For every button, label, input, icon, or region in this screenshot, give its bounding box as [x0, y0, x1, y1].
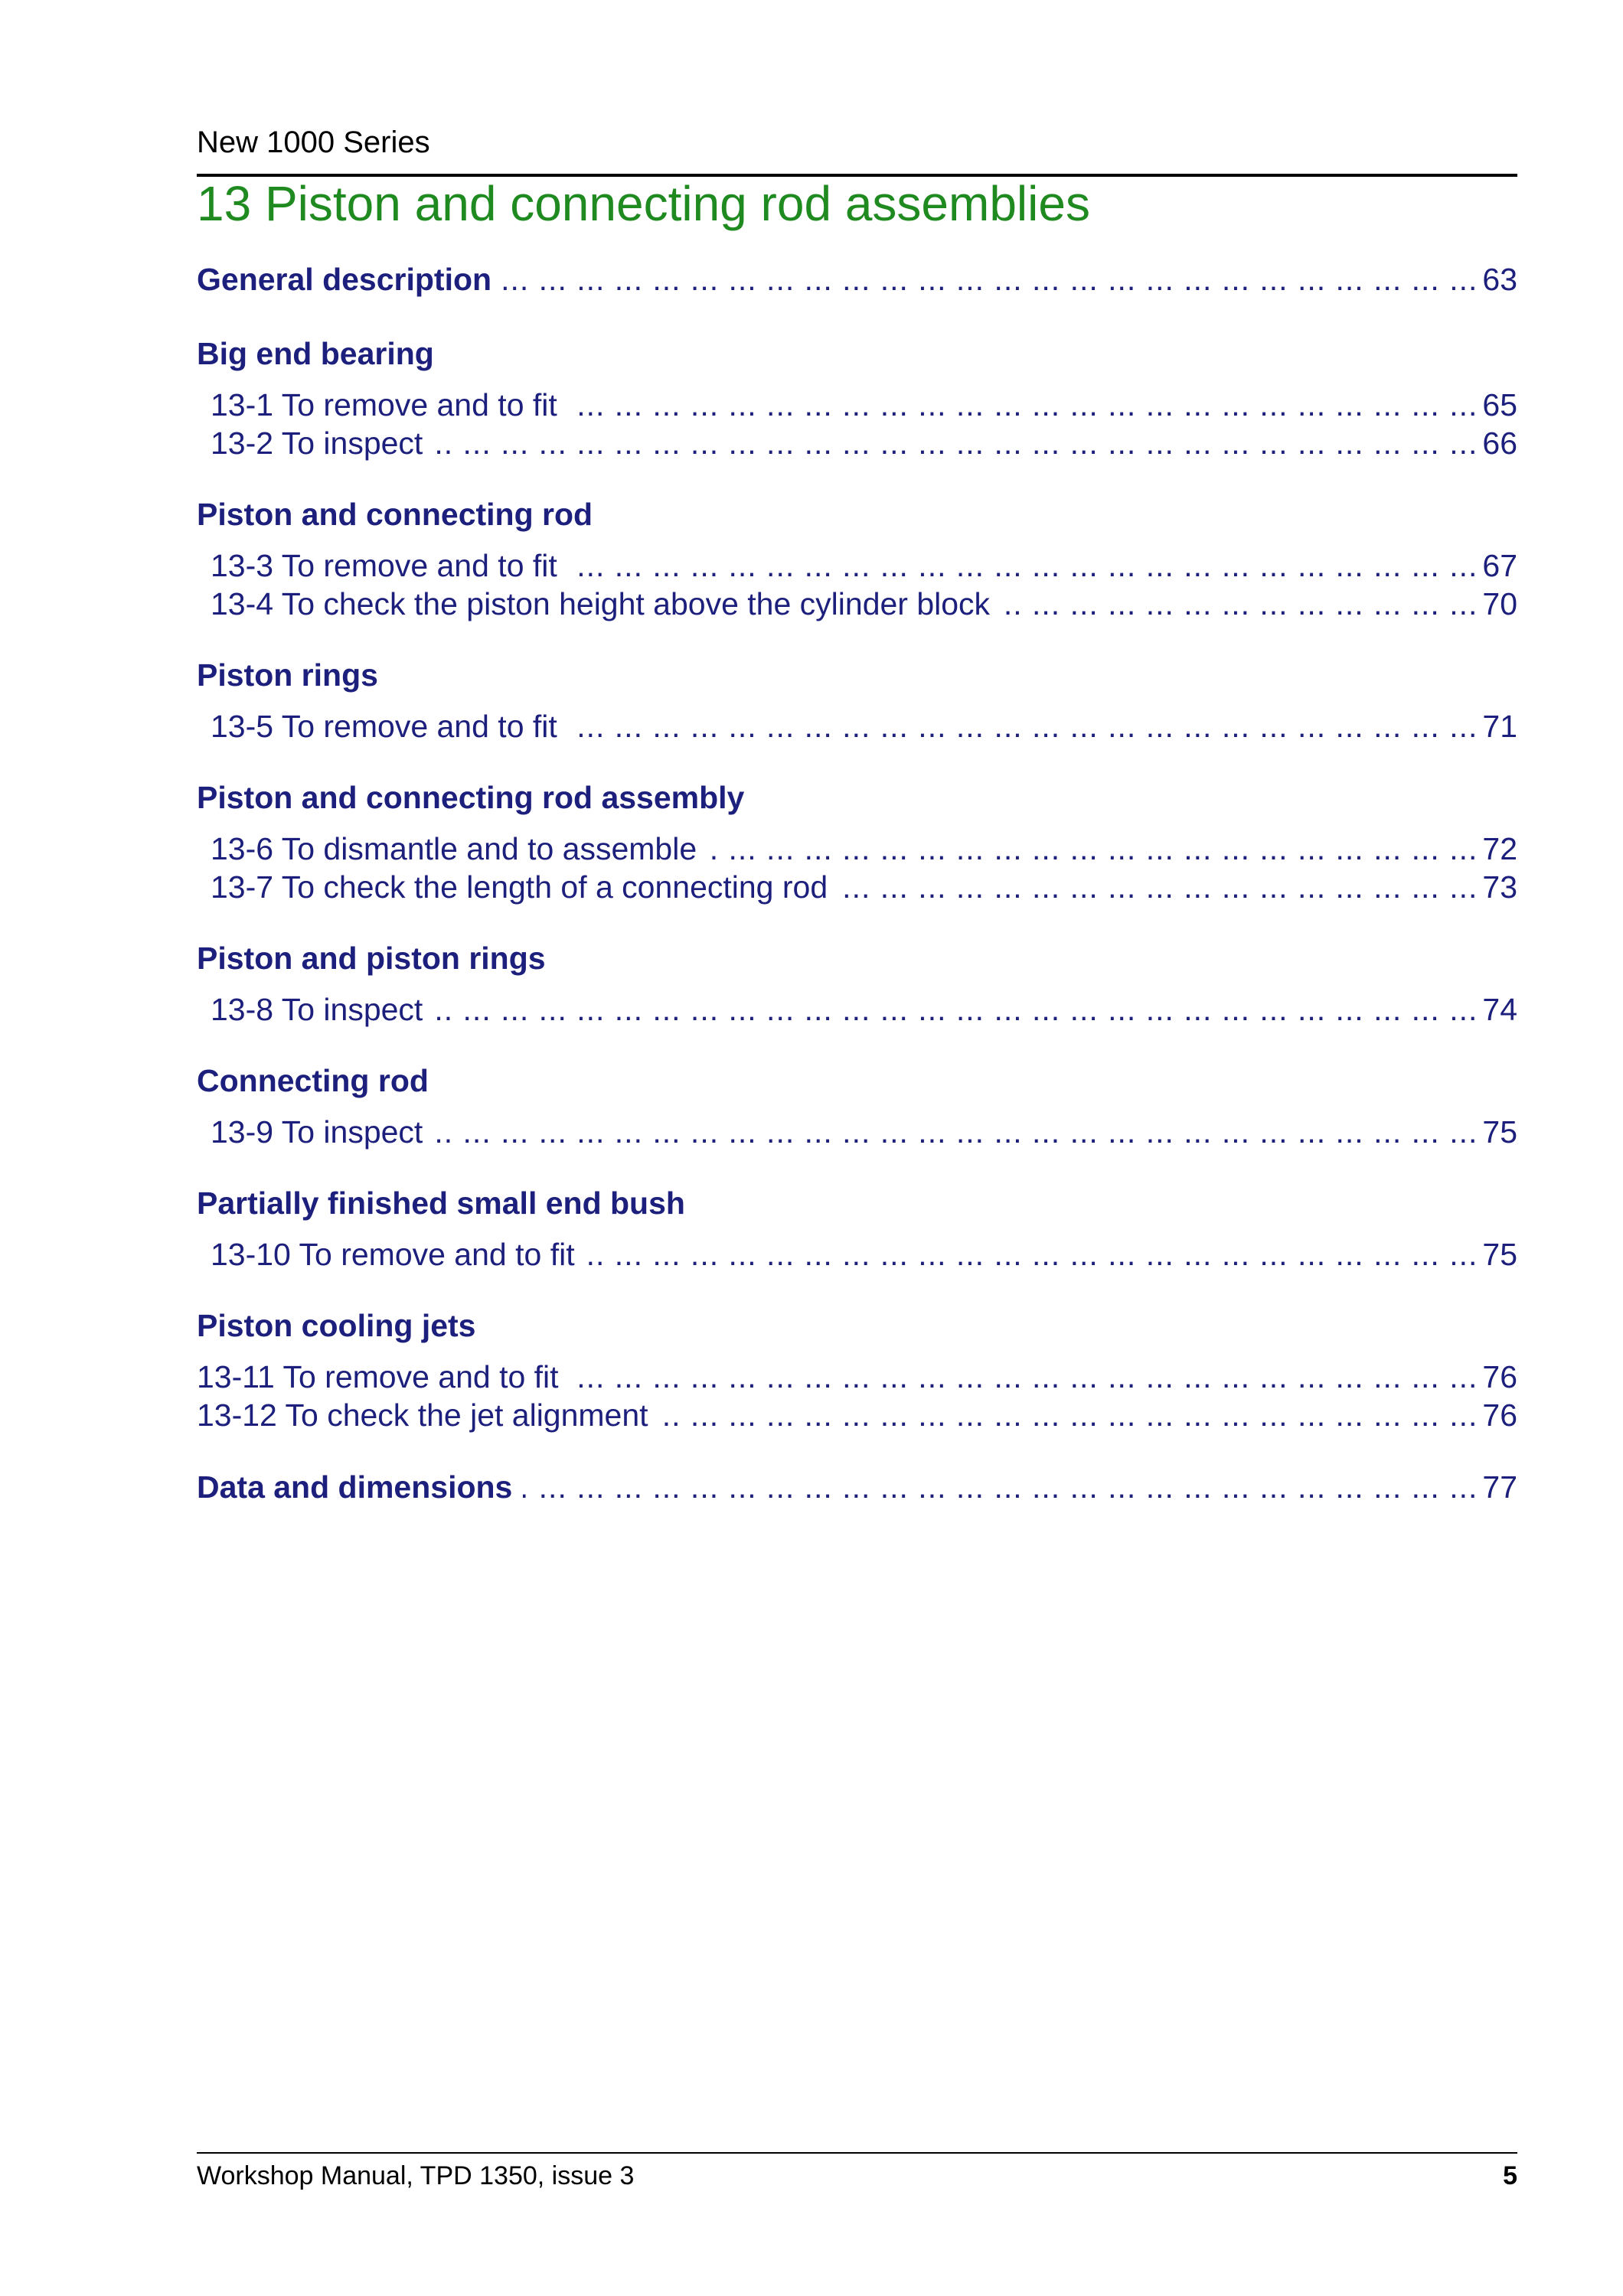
- toc-entry-13-9[interactable]: [197, 1113, 1517, 1151]
- toc-entry-13-6[interactable]: [197, 830, 1517, 868]
- toc-page-number: 76: [1482, 1397, 1517, 1433]
- toc-entry-data-and-dimensions[interactable]: [197, 1465, 1517, 1509]
- dot-leader: [423, 1113, 1482, 1151]
- toc-entry-13-10[interactable]: [197, 1235, 1517, 1274]
- toc-page-number: 72: [1482, 831, 1517, 866]
- footer-manual-title: Workshop Manual, TPD 1350, issue 3: [197, 2161, 635, 2190]
- toc-page-number: 65: [1482, 387, 1517, 422]
- toc-entry-label: 13-8 To inspect: [211, 992, 423, 1027]
- series-name: New 1000 Series: [197, 126, 430, 159]
- toc-entry-13-4[interactable]: [197, 585, 1517, 623]
- toc-entry-13-1[interactable]: [197, 386, 1517, 424]
- toc-page-number: 77: [1482, 1469, 1517, 1505]
- toc-entry-label: 13-9 To inspect: [211, 1114, 423, 1150]
- dot-leader: [697, 830, 1482, 868]
- section-heading-piston-cooling-jets: Piston cooling jets: [197, 1308, 476, 1343]
- toc-entry-label: 13-5 To remove and to fit: [211, 709, 557, 744]
- toc-entry-label: 13-11 To remove and to fit: [197, 1359, 559, 1394]
- chapter-title: 13 Piston and connecting rod assemblies: [197, 176, 1090, 231]
- toc-entry-label: 13-7 To check the length of a connecting rod: [211, 869, 828, 905]
- dot-leader: [575, 1235, 1483, 1274]
- toc-entry-label: 13-2 To inspect: [211, 426, 423, 461]
- toc-entry-13-2[interactable]: [197, 424, 1517, 462]
- section-heading-piston-and-connecting-rod: Piston and connecting rod: [197, 497, 593, 532]
- toc-entry-general-description[interactable]: [197, 257, 1517, 302]
- toc-entry-label: 13-6 To dismantle and to assemble: [211, 831, 697, 866]
- toc-page-number: 70: [1482, 586, 1517, 621]
- toc-page-number: 66: [1482, 426, 1517, 461]
- section-heading-piston-and-connecting-rod-assembly: Piston and connecting rod assembly: [197, 780, 745, 815]
- toc-page-number: 74: [1482, 992, 1517, 1027]
- toc-entry-label: General description: [197, 262, 492, 297]
- dot-leader: [990, 585, 1482, 623]
- toc-entry-13-11[interactable]: [197, 1358, 1517, 1396]
- toc-page-number: 75: [1482, 1114, 1517, 1150]
- toc-entry-label: 13-1 To remove and to fit: [211, 387, 557, 422]
- dot-leader: [559, 1358, 1483, 1396]
- toc-page-number: 71: [1482, 709, 1517, 744]
- section-heading-piston-and-piston-rings: Piston and piston rings: [197, 941, 546, 976]
- toc-entry-13-12[interactable]: [197, 1396, 1517, 1434]
- toc-entry-13-5[interactable]: [197, 707, 1517, 745]
- dot-leader: [557, 386, 1483, 424]
- section-heading-small-end-bush: Partially finished small end bush: [197, 1186, 685, 1221]
- toc-entry-label: 13-12 To check the jet alignment: [197, 1397, 648, 1433]
- toc-page-number: 73: [1482, 869, 1517, 905]
- dot-leader: [512, 1465, 1482, 1509]
- section-heading-big-end-bearing: Big end bearing: [197, 336, 434, 371]
- footer-rule: [197, 2152, 1517, 2154]
- table-of-contents: [197, 257, 1517, 1509]
- dot-leader: [557, 707, 1483, 745]
- dot-leader: [423, 424, 1482, 462]
- toc-entry-label: 13-4 To check the piston height above the cylinder block: [211, 586, 991, 621]
- toc-entry-13-8[interactable]: [197, 990, 1517, 1029]
- section-heading-piston-rings: Piston rings: [197, 657, 378, 693]
- dot-leader: [423, 990, 1482, 1029]
- toc-entry-13-7[interactable]: [197, 868, 1517, 906]
- dot-leader: [491, 257, 1482, 302]
- dot-leader: [648, 1396, 1483, 1434]
- toc-page-number: 67: [1482, 548, 1517, 583]
- section-heading-connecting-rod: Connecting rod: [197, 1063, 429, 1098]
- toc-page-number: 75: [1482, 1237, 1517, 1272]
- toc-entry-label: Data and dimensions: [197, 1469, 513, 1505]
- footer-page-number: 5: [1503, 2161, 1517, 2190]
- toc-entry-label: 13-3 To remove and to fit: [211, 548, 557, 583]
- toc-page-number: 76: [1482, 1359, 1517, 1394]
- dot-leader: [557, 546, 1483, 585]
- toc-page-number: 63: [1482, 262, 1517, 297]
- toc-entry-label: 13-10 To remove and to fit: [211, 1237, 575, 1272]
- toc-entry-13-3[interactable]: [197, 546, 1517, 585]
- dot-leader: [828, 868, 1482, 906]
